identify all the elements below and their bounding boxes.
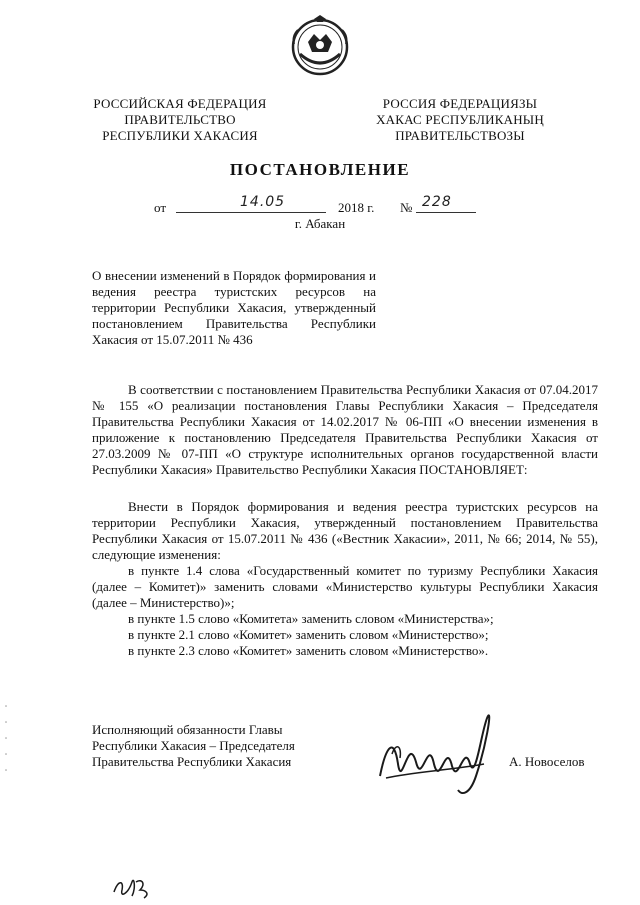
header-right-line-2: ХАКАС РЕСПУБЛИКАНЫҢ xyxy=(376,112,544,127)
body-paragraph-4 xyxy=(92,611,598,627)
header-right-line-3: ПРАВИТЕЛЬСТВОЗЫ xyxy=(395,128,525,143)
body-paragraph-2 xyxy=(92,499,598,563)
number-handwritten: 228 xyxy=(422,194,452,210)
body-p5-text: в пункте 2.1 слово «Комитет» заменить словом «Министерство»; xyxy=(128,627,489,642)
date-number-line xyxy=(0,194,640,218)
coat-of-arms-emblem xyxy=(288,14,352,78)
signatory-position-line-3: Правительства Республики Хакасия xyxy=(92,754,292,769)
body-paragraph-3 xyxy=(92,563,598,611)
header-right-line-1: РОССИЯ ФЕДЕРАЦИЯЗЫ xyxy=(382,96,538,111)
signatory-position-line-2: Республики Хакасия – Председателя xyxy=(92,738,295,753)
document-title: ПОСТАНОВЛЕНИЕ xyxy=(229,160,411,179)
document-subject: О внесении изменений в Порядок формирования и ведения реестра туристских ресурсов на территории Республики Хакасия, утвержденный постановлением Правительства Республики Хакасия от 15.07.2011 № 436 xyxy=(92,268,376,347)
margin-scan-marks xyxy=(0,700,14,780)
date-year: 2018 г. xyxy=(338,200,375,215)
header-left-russian xyxy=(70,96,290,144)
body-p6-text: в пункте 2.3 слово «Комитет» заменить словом «Министерство». xyxy=(128,643,489,658)
number-underline xyxy=(416,212,476,213)
header-right-khakas xyxy=(350,96,570,144)
signatory-position-line-1: Исполняющий обязанности Главы xyxy=(92,722,283,737)
header-left-line-2: ПРАВИТЕЛЬСТВО xyxy=(124,112,236,127)
date-from-label: от xyxy=(154,200,167,215)
date-underline xyxy=(176,212,326,213)
date-handwritten: 14.05 xyxy=(240,194,286,210)
body-p1-text: В соответствии с постановлением Правительства Республики Хакасия от 07.04.2017 № 155 «О реализации постановления Главы Республики Хакасия – Председателя Правительства Республики Хакасия от 14.02.2017 № 06-ПП «О внесении изменения в приложение к постановлению Председателя Правительства Республики Хакасия от 27.03.2009 № 07-ПП «О структуре исполнительных органов государственной власти Республики Хакасия» Правительство Республики Хакасия ПОСТАНОВЛЯЕТ: xyxy=(92,382,598,477)
signatory-position xyxy=(92,722,372,770)
body-p2-text: Внести в Порядок формирования и ведения реестра туристских ресурсов на территории Республики Хакасия, утвержденный постановлением Правительства Республики Хакасия от 15.07.2011 № 436 («Вестник Хакасии», 2011, № 66; 2014, № 55), следующие изменения: xyxy=(92,499,598,562)
body-paragraph-1 xyxy=(92,382,598,478)
body-p4-text: в пункте 1.5 слово «Комитета» заменить словом «Министерства»; xyxy=(128,611,494,626)
body-paragraph-5 xyxy=(92,627,598,643)
header-left-line-3: РЕСПУБЛИКИ ХАКАСИЯ xyxy=(102,128,258,143)
body-paragraph-6 xyxy=(92,643,598,659)
handwritten-initials-mark xyxy=(110,874,154,900)
signatory-name: А. Новоселов xyxy=(509,754,585,769)
city-label: г. Абакан xyxy=(294,216,346,231)
header-left-line-1: РОССИЙСКАЯ ФЕДЕРАЦИЯ xyxy=(93,96,267,111)
handwritten-signature xyxy=(372,706,502,800)
number-label: № xyxy=(400,200,413,215)
body-p3-text: в пункте 1.4 слова «Государственный комитет по туризму Республики Хакасия (далее – Комитет)» заменить словами «Министерство культуры Республики Хакасия (далее – Министерство)»; xyxy=(92,563,598,610)
